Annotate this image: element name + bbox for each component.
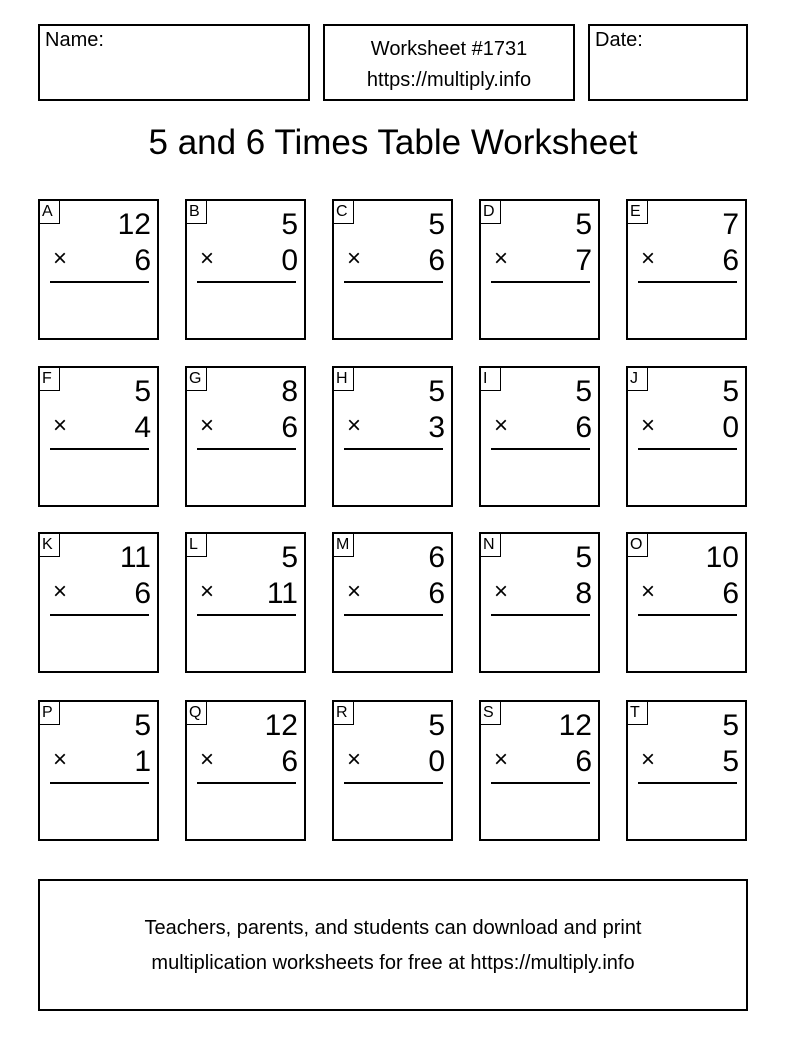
multiplier: 11: [266, 577, 298, 610]
times-sign: ×: [53, 245, 68, 272]
multiplier: 8: [575, 577, 592, 610]
times-sign: ×: [53, 746, 68, 773]
times-sign: ×: [641, 245, 656, 272]
answer-line: [197, 782, 296, 784]
answer-line: [491, 614, 590, 616]
times-sign: ×: [200, 746, 215, 773]
times-sign: ×: [200, 245, 215, 272]
footer-note: [38, 879, 748, 1011]
answer-line: [344, 448, 443, 450]
problem-label: N: [481, 534, 501, 557]
times-sign: ×: [347, 245, 362, 272]
times-sign: ×: [494, 245, 509, 272]
problem-card[interactable]: [626, 366, 747, 507]
multiplicand: 5: [428, 709, 445, 742]
problem-card[interactable]: [332, 700, 453, 841]
multiplier: 6: [575, 411, 592, 444]
multiplier: 6: [281, 411, 298, 444]
problem-label: A: [40, 201, 60, 224]
name-label: Name:: [45, 29, 104, 51]
times-sign: ×: [200, 578, 215, 605]
answer-line: [197, 614, 296, 616]
answer-line: [638, 782, 737, 784]
name-field-box[interactable]: [38, 24, 310, 101]
multiplicand: 11: [119, 541, 151, 574]
problem-label: K: [40, 534, 60, 557]
multiplicand: 7: [722, 208, 739, 241]
multiplicand: 12: [558, 709, 592, 742]
times-sign: ×: [347, 578, 362, 605]
times-sign: ×: [641, 412, 656, 439]
times-sign: ×: [347, 412, 362, 439]
worksheet-info-box: [323, 24, 575, 101]
answer-line: [638, 614, 737, 616]
answer-line: [491, 448, 590, 450]
problem-label: E: [628, 201, 648, 224]
times-sign: ×: [641, 746, 656, 773]
problem-label: J: [628, 368, 648, 391]
multiplier: 0: [722, 411, 739, 444]
multiplicand: 6: [428, 541, 445, 574]
multiplier: 1: [134, 745, 151, 778]
multiplier: 6: [722, 577, 739, 610]
footer-line-2: multiplication worksheets for free at https://multiply.info: [151, 952, 635, 974]
answer-line: [50, 782, 149, 784]
problem-label: H: [334, 368, 354, 391]
problem-card[interactable]: [626, 199, 747, 340]
answer-line: [344, 281, 443, 283]
times-sign: ×: [641, 578, 656, 605]
problem-label: S: [481, 702, 501, 725]
problem-card[interactable]: [479, 700, 600, 841]
multiplicand: 8: [281, 375, 298, 408]
problem-label: G: [187, 368, 207, 391]
problem-label: M: [334, 534, 354, 557]
times-sign: ×: [53, 412, 68, 439]
multiplier: 6: [281, 745, 298, 778]
times-sign: ×: [347, 746, 362, 773]
times-sign: ×: [53, 578, 68, 605]
multiplier: 6: [134, 244, 151, 277]
page-title: 5 and 6 Times Table Worksheet: [148, 123, 638, 162]
multiplicand: 5: [575, 541, 592, 574]
problem-label: O: [628, 534, 648, 557]
multiplier: 6: [575, 745, 592, 778]
multiplicand: 5: [722, 375, 739, 408]
problem-label: Q: [187, 702, 207, 725]
footer-line-1: Teachers, parents, and students can download and print: [144, 917, 642, 939]
problem-label: R: [334, 702, 354, 725]
problem-card[interactable]: [38, 366, 159, 507]
problem-label: D: [481, 201, 501, 224]
times-sign: ×: [494, 578, 509, 605]
multiplicand: 5: [575, 208, 592, 241]
multiplicand: 5: [575, 375, 592, 408]
problem-card[interactable]: [38, 532, 159, 673]
answer-line: [197, 448, 296, 450]
problem-label: L: [187, 534, 207, 557]
answer-line: [491, 281, 590, 283]
answer-line: [344, 782, 443, 784]
multiplicand: 5: [134, 709, 151, 742]
problem-label: C: [334, 201, 354, 224]
answer-line: [197, 281, 296, 283]
problem-card[interactable]: [185, 199, 306, 340]
multiplicand: 5: [428, 375, 445, 408]
problem-label: T: [628, 702, 648, 725]
problem-card[interactable]: [38, 199, 159, 340]
answer-line: [344, 614, 443, 616]
problem-card[interactable]: [332, 532, 453, 673]
answer-line: [638, 448, 737, 450]
multiplier: 5: [722, 745, 739, 778]
multiplier: 4: [134, 411, 151, 444]
multiplier: 6: [722, 244, 739, 277]
multiplier: 7: [575, 244, 592, 277]
multiplicand: 12: [117, 208, 151, 241]
multiplicand: 5: [428, 208, 445, 241]
problem-card[interactable]: [332, 199, 453, 340]
problem-label: F: [40, 368, 60, 391]
answer-line: [50, 281, 149, 283]
multiplier: 6: [428, 577, 445, 610]
multiplicand: 5: [134, 375, 151, 408]
multiplicand: 5: [722, 709, 739, 742]
problem-card[interactable]: [479, 366, 600, 507]
worksheet-url: https://multiply.info: [366, 69, 532, 91]
problem-card[interactable]: [332, 366, 453, 507]
answer-line: [638, 281, 737, 283]
multiplier: 6: [134, 577, 151, 610]
multiplicand: 12: [264, 709, 298, 742]
times-sign: ×: [494, 746, 509, 773]
problem-card[interactable]: [185, 700, 306, 841]
problem-card[interactable]: [626, 532, 747, 673]
problem-card[interactable]: [38, 700, 159, 841]
date-field-box[interactable]: [588, 24, 748, 101]
problem-card[interactable]: [185, 532, 306, 673]
answer-line: [491, 782, 590, 784]
problem-card[interactable]: [626, 700, 747, 841]
multiplicand: 5: [281, 208, 298, 241]
problem-label: I: [481, 368, 501, 391]
answer-line: [50, 614, 149, 616]
multiplicand: 5: [281, 541, 298, 574]
worksheet-number: Worksheet #1731: [370, 38, 528, 60]
date-label: Date:: [595, 29, 643, 51]
answer-line: [50, 448, 149, 450]
problem-label: P: [40, 702, 60, 725]
multiplier: 0: [428, 745, 445, 778]
multiplier: 0: [281, 244, 298, 277]
problem-card[interactable]: [479, 199, 600, 340]
times-sign: ×: [200, 412, 215, 439]
multiplicand: 10: [705, 541, 739, 574]
problem-label: B: [187, 201, 207, 224]
multiplier: 6: [428, 244, 445, 277]
multiplier: 3: [428, 411, 445, 444]
times-sign: ×: [494, 412, 509, 439]
problem-card[interactable]: [479, 532, 600, 673]
problem-card[interactable]: [185, 366, 306, 507]
